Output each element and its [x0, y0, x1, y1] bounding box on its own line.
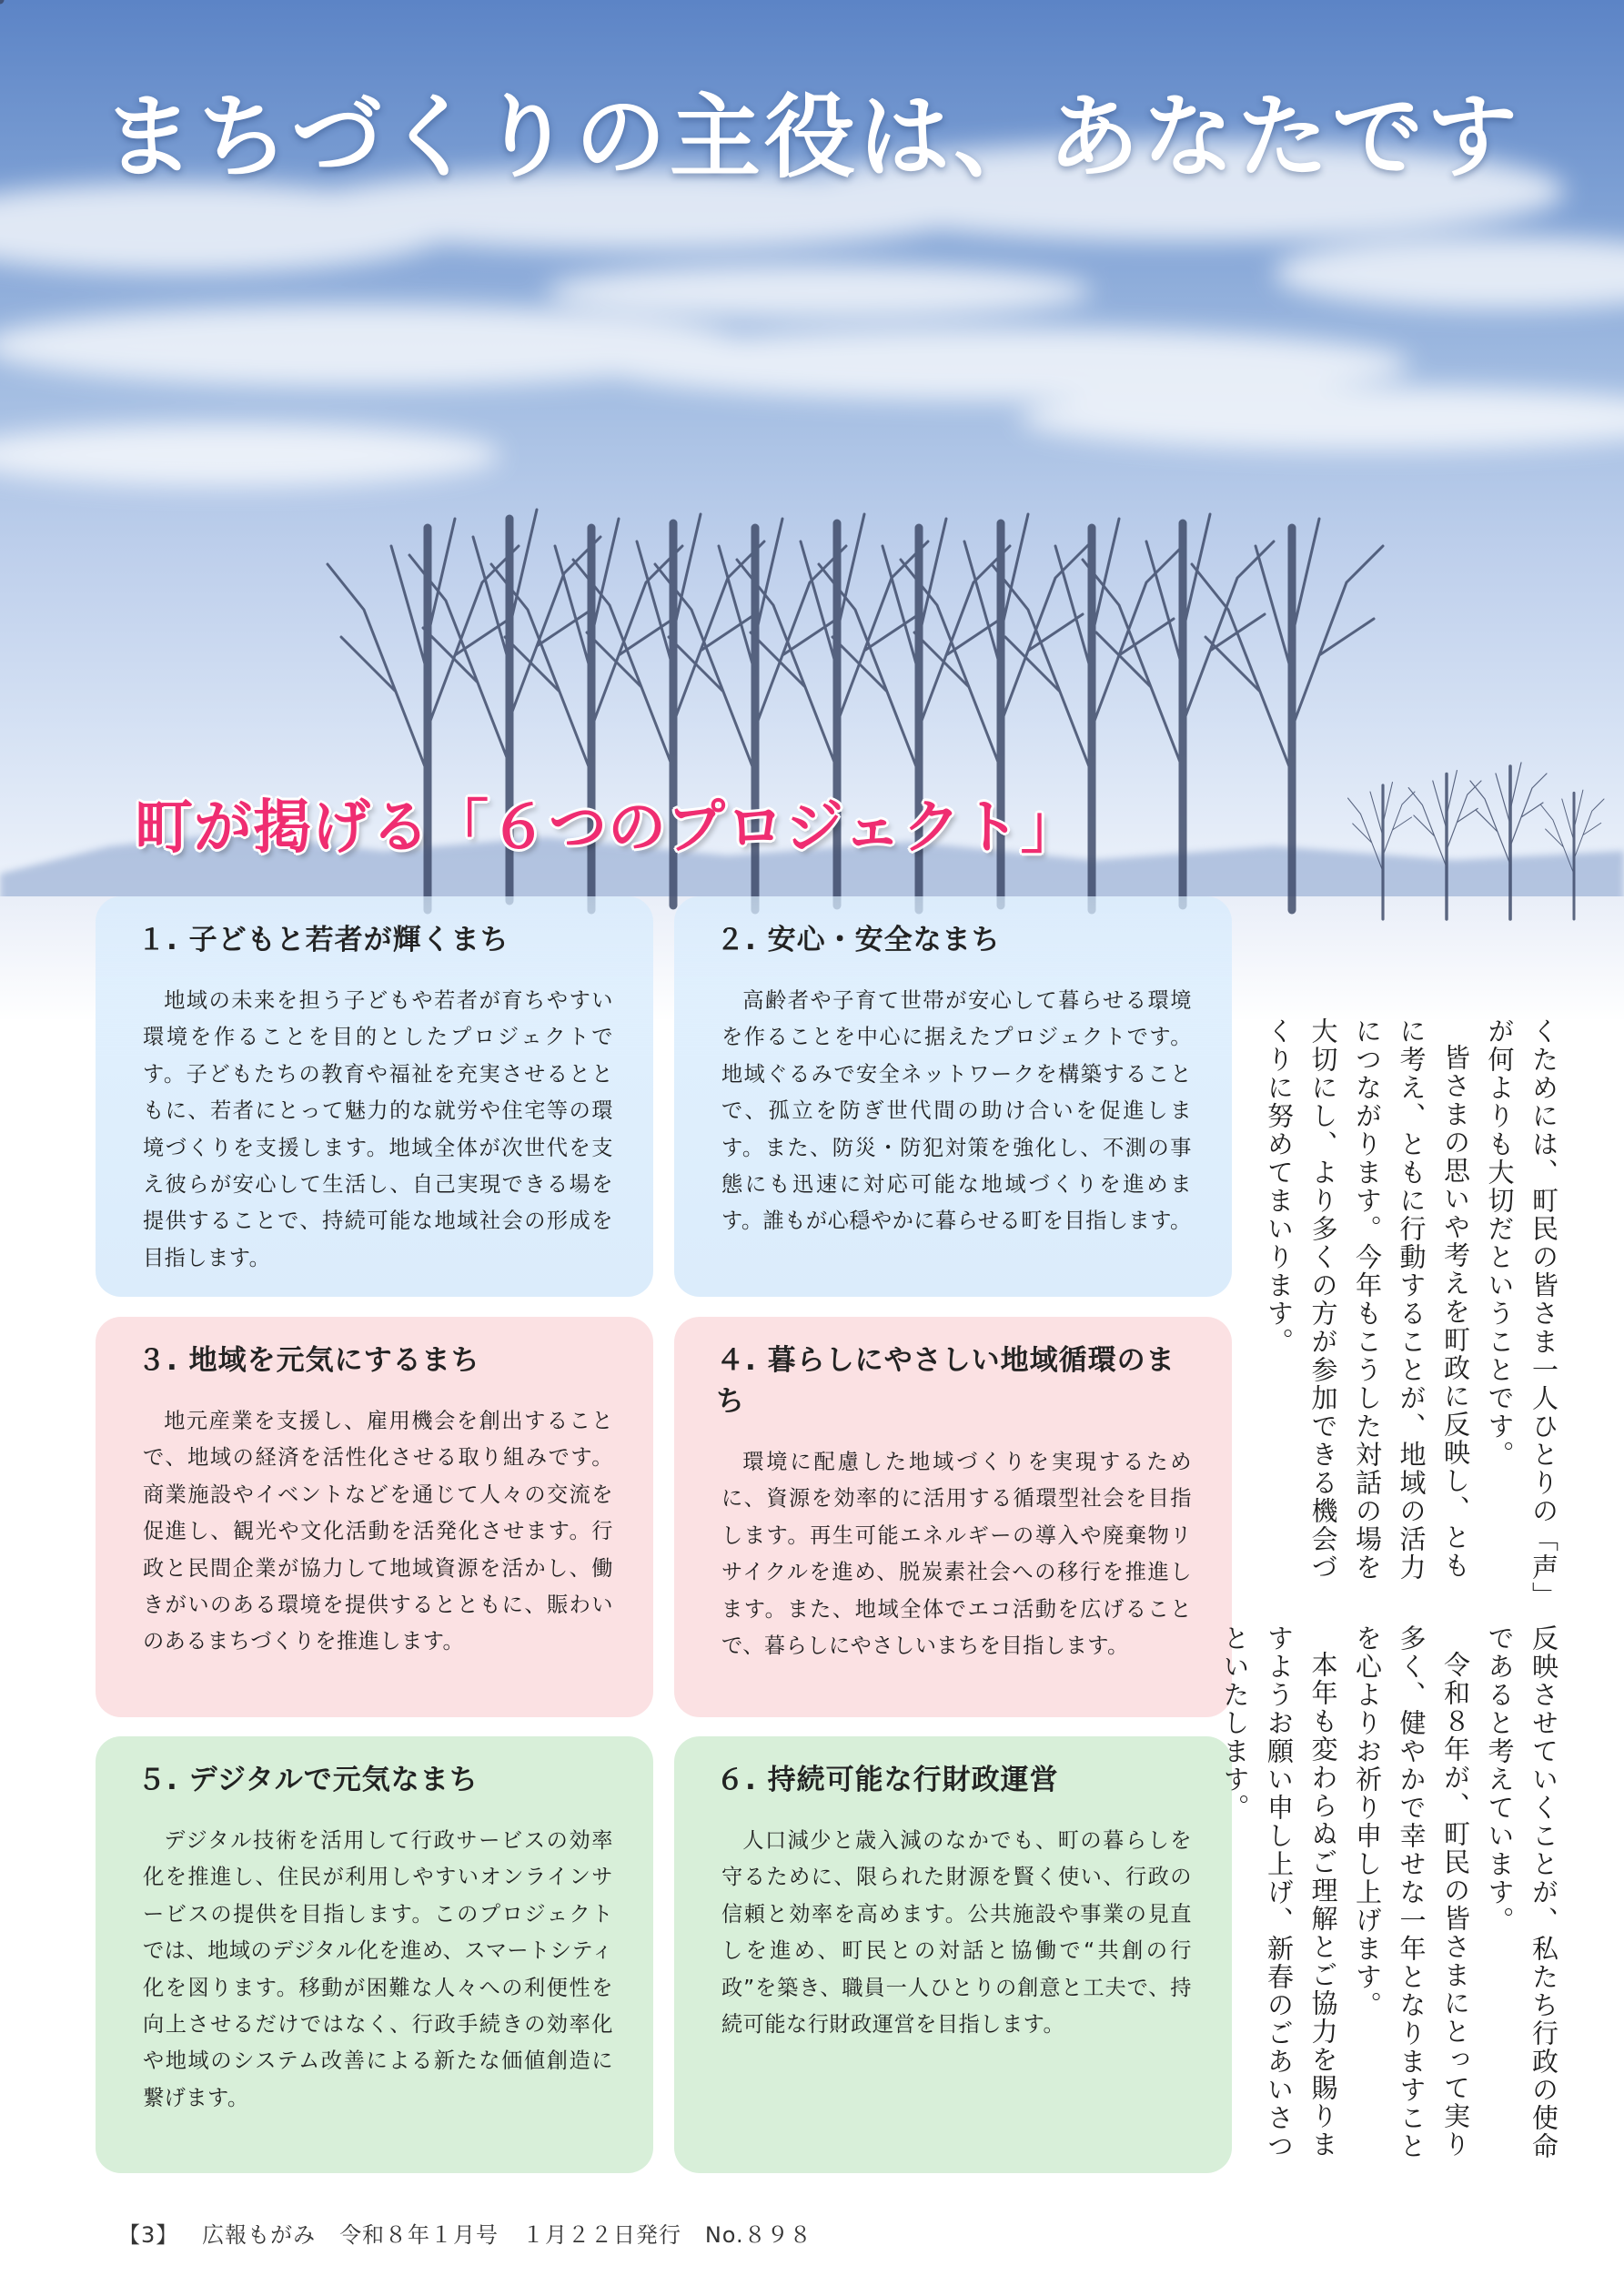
publication-name: 広報もがみ — [202, 2222, 317, 2248]
vertical-paragraph: 令和８年が、町民の皆さまにとって実り多く、健やかで幸せな一年となりますことを心よりお祈り申し上げます。 — [1352, 1624, 1471, 2160]
project-title: １. 子どもと若者が輝くまち — [137, 924, 509, 956]
project-title: ３. 地域を元気にするまち — [137, 1344, 480, 1377]
issue-label: 令和８年１月号 — [339, 2222, 499, 2248]
project-card-6 — [674, 1736, 1232, 2173]
project-title: ２. 安心・安全なまち — [716, 924, 1001, 956]
project-title: ４. 暮らしにやさしい地域循環のまち — [716, 1344, 1175, 1418]
publish-date: １月２２日発行 — [521, 2222, 681, 2248]
project-body: 地元産業を支援し、雇用機会を創出することで、地域の経済を活性化させる取り組みです。商業施設やイベントなどを通じて人々の交流を促進し、観光や文化活動を活発化させます。行政と民間企業が協力して地域資源を活かし、働きがいのある環境を提供するとともに、賑わいのあるまちづくりを推進します。 — [143, 1409, 613, 1654]
project-body: 人口減少と歳入減のなかでも、町の暮らしを守るために、限られた財源を賢く使い、行政の信頼と効率を高めます。公共施設や事業の見直しを進め、町民との対話と協働で“共創の行政”を築き、職員一人ひとりの創意と工夫で、持続可能な行財政運営を目指します。 — [721, 1828, 1192, 2038]
vertical-message-top — [1257, 1017, 1567, 1600]
project-title: ６. 持続可能な行財政運営 — [716, 1764, 1059, 1796]
project-body: デジタル技術を活用して行政サービスの効率化を推進し、住民が利用しやすいオンラインサービスの提供を目指します。このプロジェクトでは、地域のデジタル化を進め、スマートシティ化を図ります。移動が困難な人々への利便性を向上させるだけではなく、行政手続きの効率化や地域のシステム改善による新たな価値創造に繋げます。 — [143, 1828, 613, 2110]
page-footer — [118, 2217, 812, 2249]
vertical-message-bottom — [1213, 1624, 1566, 2170]
project-card-1 — [96, 896, 653, 1297]
vertical-paragraph: 本年も変わらぬご理解とご協力を賜りますようお願い申し上げ、新春のごあいさつといたします。 — [1219, 1624, 1339, 2160]
project-card-5 — [96, 1736, 653, 2173]
project-body: 環境に配慮した地域づくりを実現するために、資源を効率的に活用する循環型社会を目指します。再生可能エネルギーの導入や廃棄物リサイクルを進め、脱炭素社会への移行を推進します。また、地域全体でエコ活動を広げることで、暮らしにやさしいまちを目指します。 — [721, 1450, 1192, 1659]
project-card-3 — [96, 1317, 653, 1717]
project-body: 高齢者や子育て世帯が安心して暮らせる環境を作ることを中心に据えたプロジェクトです。地域ぐるみで安全ネットワークを構築することで、孤立を防ぎ世代間の助け合いを促進します。また、防災・防犯対策を強化し、不測の事態にも迅速に対応可能な地域づくりを進めます。誰もが心穏やかに暮らせる町を目指します。 — [721, 988, 1192, 1234]
vertical-paragraph: くためには、町民の皆さま一人ひとりの「声」が何よりも大切だということです。 — [1484, 1017, 1559, 1597]
section-heading: 町が掲げる「６つのプロジェクト」 — [135, 794, 1080, 862]
project-card-4 — [674, 1317, 1232, 1717]
page-title: まちづくりの主役は、あなたです — [103, 84, 1521, 190]
issue-number: No.８９８ — [704, 2222, 812, 2248]
page-number: 【3】 — [118, 2222, 179, 2248]
project-title: ５. デジタルで元気なまち — [137, 1764, 479, 1796]
project-card-2 — [674, 896, 1232, 1297]
project-body: 地域の未来を担う子どもや若者が育ちやすい環境を作ることを目的としたプロジェクトです。子どもたちの教育や福祉を充実させるとともに、若者にとって魅力的な就労や住宅等の環境づくりを支援します。地域全体が次世代を支え彼らが安心して生活し、自己実現できる場を提供することで、持続可能な地域社会の形成を目指します。 — [143, 988, 613, 1270]
vertical-paragraph: 皆さまの思いや考えを町政に反映し、ともに考え、ともに行動することが、地域の活力につながります。今年もこうした対話の場を大切にし、より多くの方が参加できる機会づくりに努めてまいります。 — [1264, 1017, 1471, 1582]
vertical-paragraph: 反映させていくことが、私たち行政の使命であると考えています。 — [1484, 1624, 1559, 2160]
